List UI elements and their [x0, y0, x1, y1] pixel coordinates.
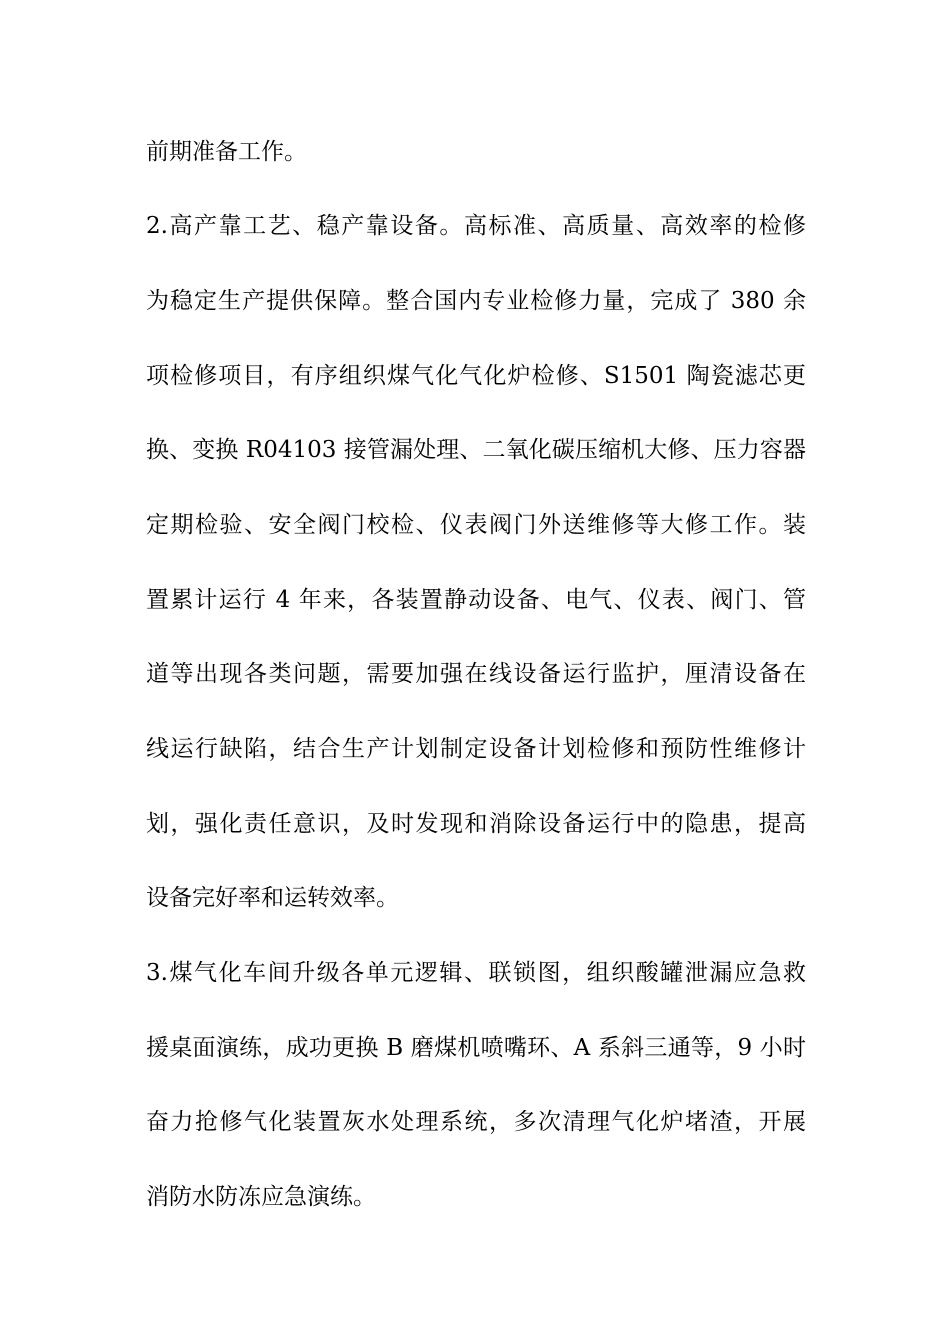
text-line: 设备完好率和运转效率。	[146, 885, 399, 911]
text-line: 置累计运行 4 年来，各装置静动设备、电气、仪表、阀门、管	[146, 587, 806, 613]
text-line: 道等出现各类问题，需要加强在线设备运行监护，厘清设备在	[146, 661, 806, 687]
text-line: 前期准备工作。	[146, 139, 307, 165]
text-line: 3.煤气化车间升级各单元逻辑、联锁图，组织酸罐泄漏应急救	[146, 960, 806, 986]
text-line: 定期检验、安全阀门校检、仪表阀门外送维修等大修工作。装	[146, 512, 806, 538]
text-line: 消防水防冻应急演练。	[146, 1184, 376, 1210]
text-line: 换、变换 R04103 接管漏处理、二氧化碳压缩机大修、压力容器	[146, 437, 806, 463]
text-line: 2.高产靠工艺、稳产靠设备。高标准、高质量、高效率的检修	[146, 213, 806, 239]
text-line: 援桌面演练，成功更换 B 磨煤机喷嘴环、A 系斜三通等，9 小时	[146, 1035, 806, 1061]
text-line: 奋力抢修气化装置灰水处理系统，多次清理气化炉堵渣，开展	[146, 1109, 806, 1135]
text-line: 为稳定生产提供保障。整合国内专业检修力量，完成了 380 余	[146, 288, 806, 314]
text-line: 项检修项目，有序组织煤气化气化炉检修、S1501 陶瓷滤芯更	[146, 363, 806, 389]
text-line: 划，强化责任意识，及时发现和消除设备运行中的隐患，提高	[146, 811, 806, 837]
text-line: 线运行缺陷，结合生产计划制定设备计划检修和预防性维修计	[146, 736, 806, 762]
